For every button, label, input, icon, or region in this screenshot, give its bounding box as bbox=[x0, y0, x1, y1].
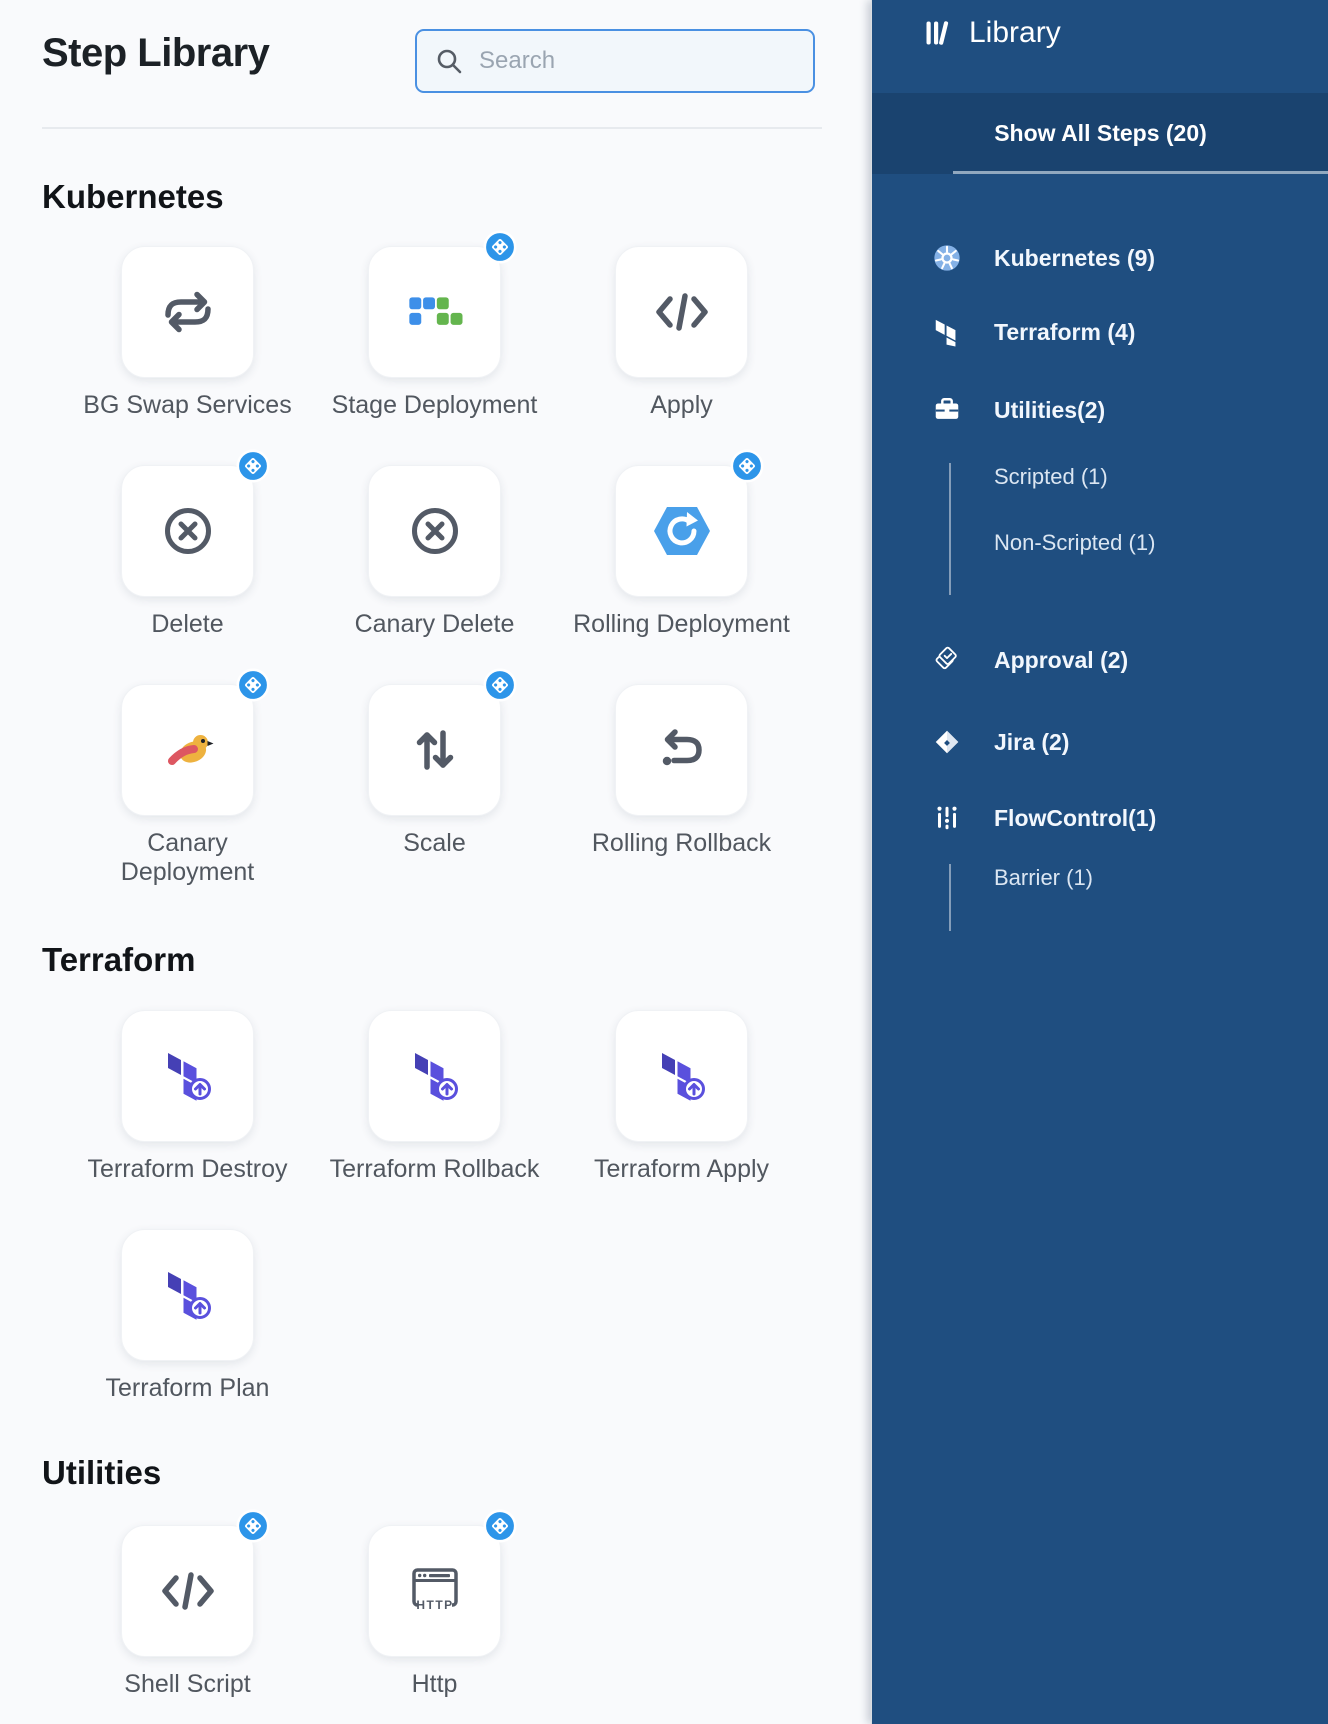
sidebar-item-label: Non-Scripted (1) bbox=[994, 530, 1156, 555]
kubernetes-badge-icon bbox=[483, 1509, 517, 1543]
search-input[interactable] bbox=[477, 46, 799, 76]
search-icon bbox=[435, 47, 463, 75]
tab-show-all-steps-label: Show All Steps (20) bbox=[994, 120, 1207, 146]
sidebar-item-label: Terraform (4) bbox=[994, 319, 1136, 345]
subcategory-guide-line bbox=[949, 463, 951, 595]
sidebar-item-label: Utilities(2) bbox=[994, 397, 1106, 423]
step-card-terraform-rollback[interactable] bbox=[368, 1010, 501, 1142]
active-tab-underline bbox=[953, 171, 1328, 174]
step-label-scale: Scale bbox=[403, 829, 466, 857]
library-sidebar bbox=[871, 0, 1328, 1724]
kubernetes-badge-icon bbox=[483, 668, 517, 702]
code-icon bbox=[155, 1561, 221, 1621]
sidebar-item-scripted-1[interactable] bbox=[994, 462, 1108, 492]
sidebar-item-label: FlowControl(1) bbox=[994, 805, 1157, 831]
sidebar-item-utilities-2[interactable] bbox=[931, 394, 1105, 426]
step-card-bg-swap-services[interactable] bbox=[121, 246, 254, 378]
kubernetes-icon bbox=[931, 242, 963, 274]
sidebar-item-approval-2[interactable] bbox=[931, 644, 1128, 676]
step-card-terraform-destroy[interactable] bbox=[121, 1010, 254, 1142]
terraform-icon bbox=[931, 316, 963, 348]
step-card-rolling-rollback[interactable] bbox=[615, 684, 748, 816]
step-card-canary-deployment[interactable] bbox=[121, 684, 254, 816]
sidebar-title: Library bbox=[969, 16, 1061, 49]
sidebar-item-label: Barrier (1) bbox=[994, 865, 1094, 890]
sidebar-item-flowcontrol-1[interactable] bbox=[931, 802, 1156, 834]
sidebar-header bbox=[921, 16, 1061, 50]
http-icon bbox=[402, 1561, 468, 1621]
subcategory-guide-line bbox=[949, 864, 951, 931]
step-label-rolling-rollback: Rolling Rollback bbox=[591, 829, 772, 857]
search-box[interactable] bbox=[415, 29, 815, 93]
page-title: Step Library bbox=[42, 31, 270, 75]
swap-arrows-icon bbox=[155, 282, 221, 342]
step-card-shell-script[interactable] bbox=[121, 1525, 254, 1657]
svg-text:HTTP: HTTP bbox=[415, 1598, 454, 1612]
sidebar-item-kubernetes-9[interactable] bbox=[931, 242, 1155, 274]
kubernetes-badge-icon bbox=[236, 449, 270, 483]
approval-icon bbox=[931, 644, 963, 676]
rollback-icon bbox=[649, 720, 715, 780]
step-card-apply[interactable] bbox=[615, 246, 748, 378]
step-label-terraform-apply: Terraform Apply bbox=[593, 1155, 770, 1183]
code-icon bbox=[649, 282, 715, 342]
sidebar-item-non-scripted-1[interactable] bbox=[994, 528, 1155, 558]
sidebar-item-label: Kubernetes (9) bbox=[994, 245, 1156, 271]
sidebar-item-label: Scripted (1) bbox=[994, 464, 1108, 489]
hexagon-refresh-icon bbox=[649, 501, 715, 561]
sidebar-item-jira-2[interactable] bbox=[931, 726, 1069, 758]
scale-arrows-icon bbox=[402, 720, 468, 780]
step-card-terraform-plan[interactable] bbox=[121, 1229, 254, 1361]
step-label-bg-swap-services: BG Swap Services bbox=[83, 391, 292, 419]
circle-x-icon bbox=[155, 501, 221, 561]
grid-squares-icon bbox=[402, 282, 468, 342]
step-card-canary-delete[interactable] bbox=[368, 465, 501, 597]
step-card-scale[interactable] bbox=[368, 684, 501, 816]
step-label-terraform-plan: Terraform Plan bbox=[105, 1374, 270, 1402]
tab-show-all-steps[interactable] bbox=[872, 93, 1328, 174]
kubernetes-badge-icon bbox=[730, 449, 764, 483]
step-card-rolling-deployment[interactable] bbox=[615, 465, 748, 597]
step-card-stage-deployment[interactable] bbox=[368, 246, 501, 378]
header-divider bbox=[42, 127, 822, 129]
step-card-terraform-apply[interactable] bbox=[615, 1010, 748, 1142]
sidebar-item-terraform-4[interactable] bbox=[931, 316, 1135, 348]
terraform-icon bbox=[155, 1265, 221, 1325]
step-label-stage-deployment: Stage Deployment bbox=[331, 391, 538, 419]
jira-icon bbox=[931, 726, 963, 758]
briefcase-icon bbox=[931, 394, 963, 426]
step-card-http[interactable] bbox=[368, 1525, 501, 1657]
step-label-terraform-rollback: Terraform Rollback bbox=[329, 1155, 540, 1183]
section-header-utilities: Utilities bbox=[42, 1454, 162, 1491]
step-label-shell-script: Shell Script bbox=[124, 1670, 251, 1698]
step-label-delete: Delete bbox=[151, 610, 224, 638]
kubernetes-badge-icon bbox=[483, 230, 517, 264]
library-icon bbox=[921, 17, 953, 49]
sidebar-item-label: Jira (2) bbox=[994, 729, 1070, 755]
circle-x-icon bbox=[402, 501, 468, 561]
section-header-kubernetes: Kubernetes bbox=[42, 178, 224, 215]
terraform-icon bbox=[649, 1046, 715, 1106]
sidebar-item-label: Approval (2) bbox=[994, 647, 1129, 673]
step-label-canary-delete: Canary Delete bbox=[354, 610, 515, 638]
kubernetes-badge-icon bbox=[236, 1509, 270, 1543]
sidebar-item-barrier-1[interactable] bbox=[994, 863, 1093, 893]
terraform-icon bbox=[155, 1046, 221, 1106]
flowcontrol-icon bbox=[931, 802, 963, 834]
terraform-icon bbox=[402, 1046, 468, 1106]
step-label-canary-deployment: Canary Deployment bbox=[120, 829, 255, 886]
step-label-rolling-deployment: Rolling Deployment bbox=[573, 610, 790, 638]
step-card-delete[interactable] bbox=[121, 465, 254, 597]
canary-bird-icon bbox=[155, 720, 221, 780]
kubernetes-badge-icon bbox=[236, 668, 270, 702]
step-label-http: Http bbox=[411, 1670, 458, 1698]
step-label-terraform-destroy: Terraform Destroy bbox=[87, 1155, 288, 1183]
step-label-apply: Apply bbox=[650, 391, 713, 419]
section-header-terraform: Terraform bbox=[42, 941, 196, 978]
